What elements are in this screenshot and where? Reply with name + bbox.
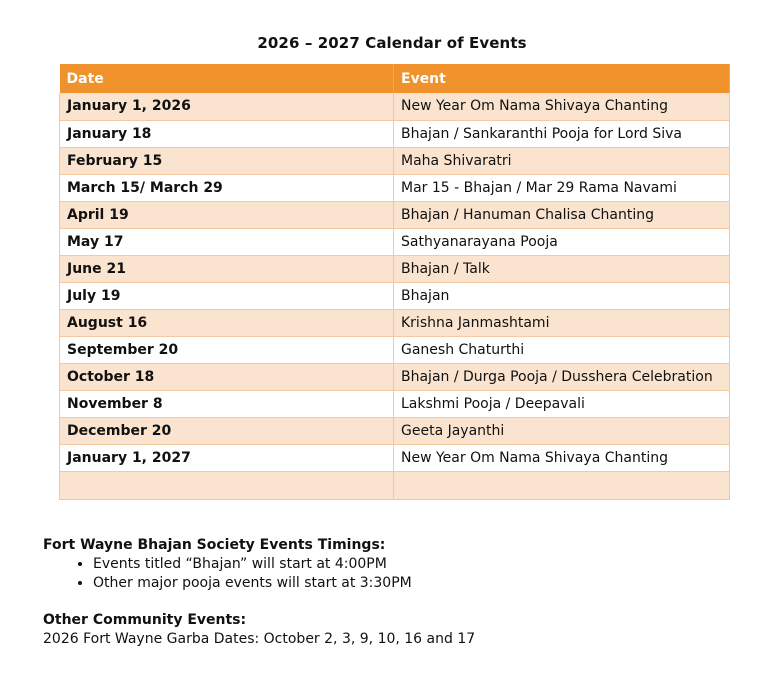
event-date-cell: September 20 xyxy=(60,336,394,363)
event-name-cell: Ganesh Chaturthi xyxy=(394,336,730,363)
timings-list xyxy=(43,555,412,593)
event-date-cell: October 18 xyxy=(60,363,394,390)
page-title: 2026 – 2027 Calendar of Events xyxy=(257,34,527,52)
table-row xyxy=(60,417,730,444)
event-date-cell: June 21 xyxy=(60,255,394,282)
event-date-cell: January 1, 2027 xyxy=(60,444,394,471)
community-heading: Other Community Events: xyxy=(43,612,247,628)
event-name-cell: Lakshmi Pooja / Deepavali xyxy=(394,390,730,417)
table-header-row xyxy=(60,64,730,93)
table-row xyxy=(60,93,730,120)
table-row xyxy=(60,120,730,147)
event-date-cell: February 15 xyxy=(60,147,394,174)
event-column-header: Event xyxy=(394,64,730,93)
event-name-cell: Sathyanarayana Pooja xyxy=(394,228,730,255)
event-date-cell: July 19 xyxy=(60,282,394,309)
table-row xyxy=(60,282,730,309)
table-row xyxy=(60,363,730,390)
date-column-header: Date xyxy=(60,64,394,93)
events-table xyxy=(59,64,730,500)
event-date-cell: April 19 xyxy=(60,201,394,228)
timings-heading: Fort Wayne Bhajan Society Events Timings: xyxy=(43,537,386,553)
table-row xyxy=(60,228,730,255)
event-date-cell: August 16 xyxy=(60,309,394,336)
table-row xyxy=(60,390,730,417)
table-row xyxy=(60,444,730,471)
empty-cell xyxy=(60,471,394,499)
timings-section xyxy=(43,536,412,593)
table-row xyxy=(60,309,730,336)
event-date-cell: December 20 xyxy=(60,417,394,444)
garba-dates-text: 2026 Fort Wayne Garba Dates: October 2, 3, 9, 10, 16 and 17 xyxy=(43,631,476,647)
table-row xyxy=(60,174,730,201)
event-name-cell: Bhajan / Hanuman Chalisa Chanting xyxy=(394,201,730,228)
empty-cell xyxy=(394,471,730,499)
table-row xyxy=(60,255,730,282)
event-name-cell: New Year Om Nama Shivaya Chanting xyxy=(394,93,730,120)
event-name-cell: Bhajan / Durga Pooja / Dusshera Celebration xyxy=(394,363,730,390)
event-date-cell: May 17 xyxy=(60,228,394,255)
event-date-cell: November 8 xyxy=(60,390,394,417)
table-row xyxy=(60,201,730,228)
event-date-cell: January 1, 2026 xyxy=(60,93,394,120)
event-name-cell: Krishna Janmashtami xyxy=(394,309,730,336)
timings-item: • Events titled “Bhajan” will start at 4:00PM xyxy=(93,555,412,574)
event-name-cell: Mar 15 - Bhajan / Mar 29 Rama Navami xyxy=(394,174,730,201)
event-name-cell: Bhajan xyxy=(394,282,730,309)
event-date-cell: March 15/ March 29 xyxy=(60,174,394,201)
empty-table-row xyxy=(60,471,730,499)
timings-item: • Other major pooja events will start at 3:30PM xyxy=(93,574,412,593)
table-row xyxy=(60,336,730,363)
event-name-cell: Maha Shivaratri xyxy=(394,147,730,174)
event-name-cell: Bhajan / Sankaranthi Pooja for Lord Siva xyxy=(394,120,730,147)
events-table-body xyxy=(60,93,730,499)
community-section xyxy=(43,611,475,649)
table-row xyxy=(60,147,730,174)
event-name-cell: Bhajan / Talk xyxy=(394,255,730,282)
event-name-cell: Geeta Jayanthi xyxy=(394,417,730,444)
event-name-cell: New Year Om Nama Shivaya Chanting xyxy=(394,444,730,471)
event-date-cell: January 18 xyxy=(60,120,394,147)
